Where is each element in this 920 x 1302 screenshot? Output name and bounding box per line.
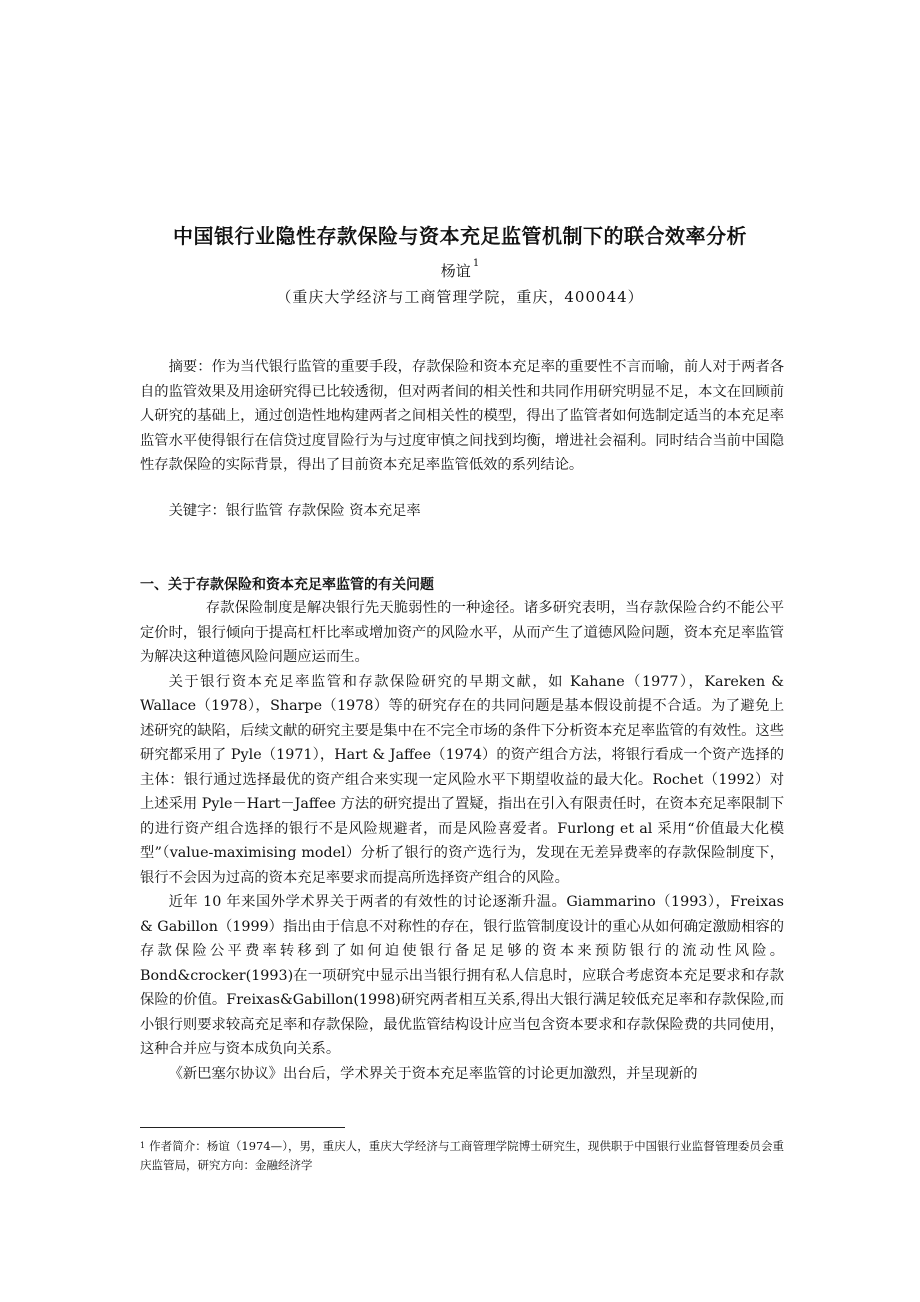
keywords-block	[140, 499, 784, 523]
footnote-divider	[140, 1127, 345, 1128]
paragraph: 近年 10 年来国外学术界关于两者的有效性的讨论逐渐升温。Giammarino（1993），Freixas & Gabillon（1999）指出由于信息不对称性的存在，银行监管制度设计的重心从如何确定激励相容的存款保险公平费率转移到了如何迫使银行备足足够的资本来预防银行的流动性风险。Bond&crocker(1993)在一项研究中显示出当银行拥有私人信息时，应联合考虑资本充足要求和存款保险的价值。Freixas&Gabillon(1998)研究两者相互关系,得出大银行满足较低充足率和存款保险,而小银行则要求较高充足率和存款保险，最优监管结构设计应当包含资本要求和存款保险费的共同使用，这种合并应与资本成负向关系。	[140, 894, 784, 1057]
paragraph: 存款保险制度是解决银行先天脆弱性的一种途径。诸多研究表明，当存款保险合约不能公平定价时，银行倾向于提高杠杆比率或增加资产的风险水平，从而产生了道德风险问题，资本充足率监管为解决这种道德风险问题应运而生。	[140, 600, 784, 665]
paragraph: 《新巴塞尔协议》出台后，学术界关于资本充足率监管的讨论更加激烈，并呈现新的	[168, 1065, 698, 1082]
footnote	[140, 1137, 784, 1175]
abstract	[140, 355, 784, 478]
section-body	[140, 596, 784, 1086]
author-name: 杨谊	[440, 262, 471, 280]
paragraph: 关于银行资本充足率监管和存款保险研究的早期文献，如 Kahane（1977），Kareken & Wallace（1978），Sharpe（1978）等的研究存在的共同问题是基本假设前提不合适。为了避免上述研究的缺陷，后续文献的研究主要是集中在不完全市场的条件下分析资本充足率监管的有效性。这些研究都采用了 Pyle（1971），Hart & Jaffee（1974）的资产组合方法，将银行看成一个资产选择的主体：银行通过选择最优的资产组合来实现一定风险水平下期望收益的最大化。Rochet（1992）对上述采用 Pyle－Hart－Jaffee 方法的研究提出了置疑，指出在引入有限责任时，在资本充足率限制下的进行资产组合选择的银行不是风险规避者，而是风险喜爱者。Furlong et al 采用“价值最大化模型”（value-maximising model）分析了银行的资产选行为，发现在无差异费率的存款保险制度下，银行不会因为过高的资本充足率要求而提高所选择资产组合的风险。	[140, 673, 784, 886]
affiliation: （重庆大学经济与工商管理学院，重庆，400044）	[276, 288, 644, 306]
author-footnote-mark: 1	[472, 258, 480, 269]
footnote-text: 作者简介：杨谊（1974—），男，重庆人，重庆大学经济与工商管理学院博士研究生，现供职于中国银行业监督管理委员会重庆监管局，研究方向：金融经济学	[140, 1139, 784, 1172]
section-heading: 一、关于存款保险和资本充足率监管的有关问题	[140, 577, 434, 593]
keywords: 关键字：银行监管 存款保险 资本充足率	[168, 503, 421, 519]
abstract-text: 摘要：作为当代银行监管的重要手段，存款保险和资本充足率的重要性不言而喻，前人对于两者各自的监管效果及用途研究得已比较透彻，但对两者间的相关性和共同作用研究明显不足，本文在回顾前人研究的基础上，通过创造性地构建两者之间相关性的模型，得出了监管者如何选制定适当的本充足率监管水平使得银行在信贷过度冒险行为与过度审慎之间找到均衡，增进社会福利。同时结合当前中国隐性存款保险的实际背景，得出了目前资本充足率监管低效的系列结论。	[140, 359, 784, 473]
author-line	[0, 260, 920, 281]
paper-title: 中国银行业隐性存款保险与资本充足监管机制下的联合效率分析	[173, 224, 747, 248]
footnote-mark: 1	[140, 1141, 146, 1150]
